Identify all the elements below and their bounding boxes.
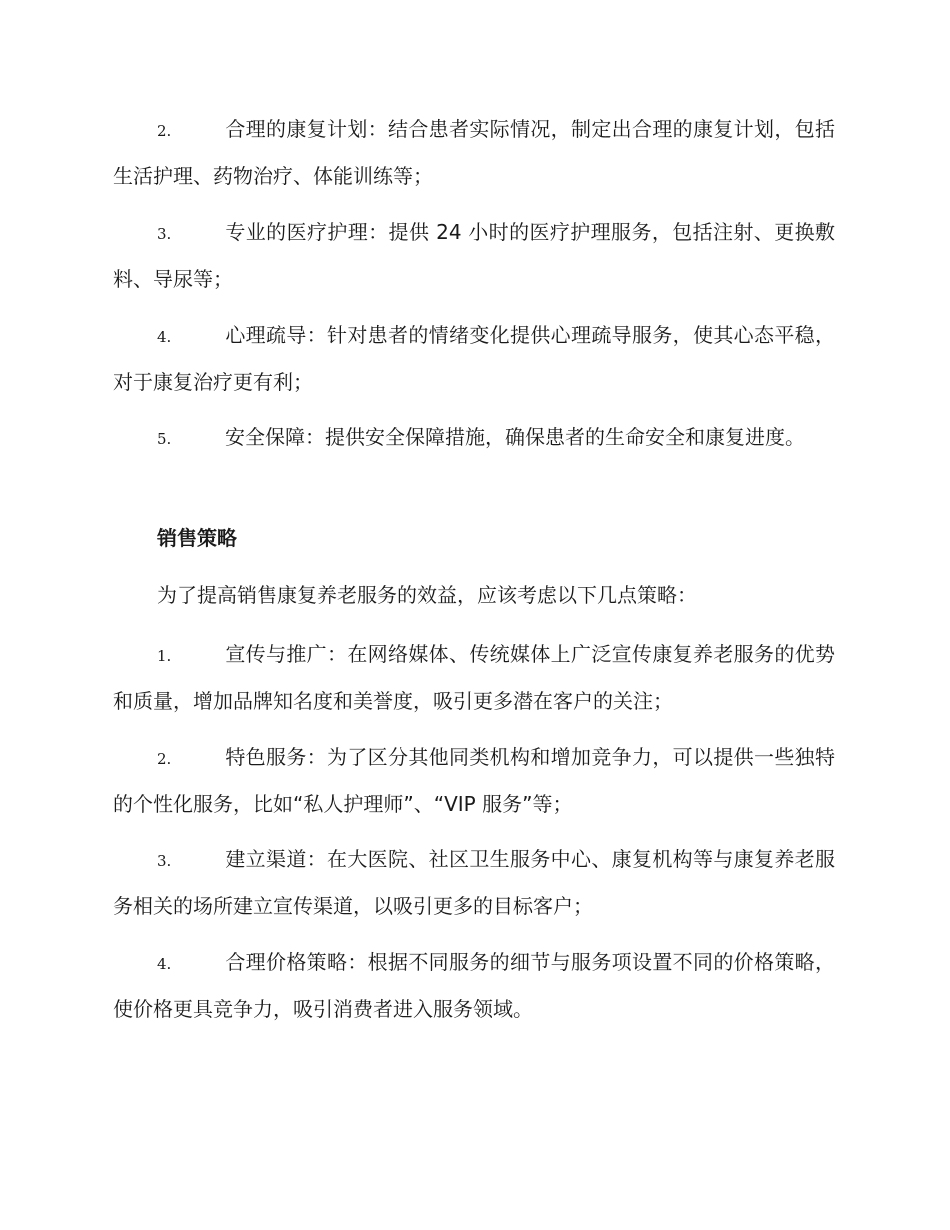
list-item (113, 210, 835, 302)
list-number: 4. (157, 955, 172, 973)
list-number: 5. (157, 430, 172, 448)
list-item (113, 415, 835, 462)
list-item (113, 313, 835, 405)
list-text: 宣传与推广：在网络媒体、传统媒体上广泛宣传康复养老服务的优势和质量，增加品牌知名度和美誉度，吸引更多潜在客户的关注； (113, 642, 835, 713)
list-text: 建立渠道：在大医院、社区卫生服务中心、康复机构等与康复养老服务相关的场所建立宣传渠道，以吸引更多的目标客户； (113, 847, 835, 918)
section-intro: 为了提高销售康复养老服务的效益，应该考虑以下几点策略： (157, 583, 697, 607)
list-number: 1. (157, 647, 172, 665)
list-number: 2. (157, 750, 172, 768)
list-text: 合理的康复计划：结合患者实际情况，制定出合理的康复计划，包括生活护理、药物治疗、体能训练等； (113, 117, 835, 188)
list-text: 心理疏导：针对患者的情绪变化提供心理疏导服务，使其心态平稳，对于康复治疗更有利； (113, 323, 835, 394)
list-item (113, 837, 835, 929)
list-item (113, 632, 835, 724)
list-number: 2. (157, 122, 172, 140)
list-text: 安全保障：提供安全保障措施，确保患者的生命安全和康复进度。 (225, 425, 805, 449)
list-text: 专业的医疗护理：提供 24 小时的医疗护理服务，包括注射、更换敷料、导尿等； (113, 220, 835, 291)
section-heading: 销售策略 (157, 526, 237, 550)
list-item (113, 940, 835, 1032)
list-item (113, 735, 835, 827)
list-text: 合理价格策略：根据不同服务的细节与服务项设置不同的价格策略，使价格更具竞争力，吸引消费者进入服务领域。 (113, 950, 835, 1021)
list-item (113, 107, 835, 199)
list-number: 4. (157, 328, 172, 346)
list-text: 特色服务：为了区分其他同类机构和增加竞争力，可以提供一些独特的个性化服务，比如“私人护理师”、“VIP 服务”等； (113, 745, 835, 816)
list-number: 3. (157, 225, 172, 243)
list-number: 3. (157, 852, 172, 870)
